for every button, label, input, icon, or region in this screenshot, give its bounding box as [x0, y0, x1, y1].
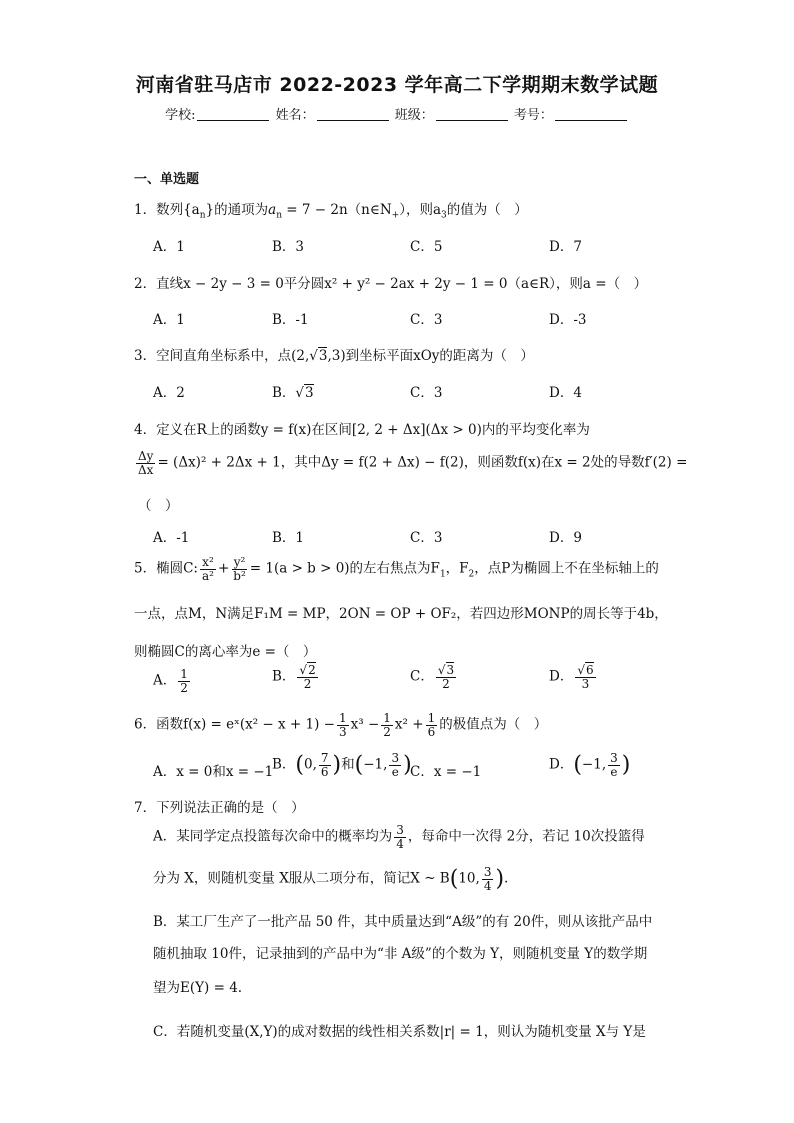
question-5-option-c: C． $\frac{√3}{2}$ — [410, 663, 455, 691]
question-5-stem-line3: 则椭圆C的离心率为e =（ ） — [134, 644, 317, 660]
question-4-stem-line2: $\frac{\Delta y}{\Delta x}$ = (Δx)² + 2Δx + 1，其中Δy = f(2 + Δx) − f(2)，则函数f(x)在x = 2处的导数f′(2) = — [138, 449, 688, 477]
section-title: 一、单选题 — [134, 172, 200, 187]
question-7-option-c-line1: C．若随机变量(X,Y)的成对数据的线性相关系数|r| = 1，则认为随机变量 X与 Y是 — [153, 1024, 646, 1040]
student-info-line — [0, 104, 794, 123]
question-4-stem-line3: （ ） — [138, 498, 179, 514]
question-6-option-d: D．(−1, $\frac{3}{e}$ ) — [549, 751, 631, 779]
question-5-option-b: B． $\frac{√2}{2}$ — [272, 663, 316, 691]
school-label: 学校: — [165, 108, 196, 123]
question-6-stem: 6．函数f(x) = eˣ(x² − x + 1) − $\frac{1}{3}$ x³ − $\frac{1}{2}$ x² + $\frac{1}{6}$ 的极值点为（ ） — [134, 711, 548, 739]
question-3-option-d: D．4 — [549, 385, 582, 401]
question-1-option-c: C．5 — [410, 239, 443, 255]
question-4-stem-line1: 4．定义在R上的函数y = f(x)在区间[2, 2 + Δx](Δx > 0)内的平均变化率为 — [134, 422, 590, 438]
question-5-stem-line1: 5．椭圆C: $\frac{\text{x²}}{\text{a²}}$ + $\frac{\text{y²}}{\text{b²}}$ = 1(a > b > 0)的左右焦点为$F_1$，$F_2$，点P为椭圆上不在坐标轴上的 — [134, 555, 659, 583]
name-blank — [317, 107, 389, 121]
question-6-option-c: C．x = −1 — [410, 764, 482, 780]
question-3-option-c: C．3 — [410, 385, 443, 401]
question-7-option-a-line2: 分为 X，则随机变量 X服从二项分布，简记X ~ B(10, $\frac{3}{4}$ ). — [153, 865, 509, 893]
question-7-option-a-line1: A．某同学定点投篮每次命中的概率均为 $\frac{3}{4}$ ，每命中一次得 2分，若记 10次投篮得 — [153, 823, 645, 851]
name-label: 姓名： — [275, 108, 315, 123]
question-1-option-d: D．7 — [549, 239, 582, 255]
question-2-option-c: C．3 — [410, 312, 443, 328]
question-4-option-c: C．3 — [410, 530, 443, 546]
question-6-option-a: A．x = 0和x = −1 — [153, 764, 274, 780]
question-7-option-b-line1: B．某工厂生产了一批产品 50 件，其中质量达到“A级”的有 20件，则从该批产品中 — [153, 914, 653, 930]
question-7-option-b-line3: 望为E(Y) = 4. — [153, 980, 243, 996]
question-4-option-b: B．1 — [272, 530, 305, 546]
page-title: 河南省驻马店市 2022-2023 学年高二下学期期末数学试题 — [135, 74, 659, 96]
class-blank — [436, 107, 508, 121]
question-7-option-b-line2: 随机抽取 10件，记录抽到的产品中为“非 A级”的个数为 Y，则随机变量 Y的数学期 — [153, 946, 648, 962]
question-5-option-d: D． $\frac{√6}{3}$ — [549, 663, 594, 691]
question-2-option-b: B．-1 — [272, 312, 309, 328]
question-5-option-a: A． $\frac{1}{2}$ — [153, 667, 188, 695]
question-3-stem: 3．空间直角坐标系中，点(2,√3,3)到坐标平面xOy的距离为（ ） — [134, 348, 534, 364]
question-1-stem: 1．数列$\{a_n\}$的通项为$a_n = 7$ − $2n(n\in N_+)$，则$a_3$的值为（ ） — [134, 202, 528, 221]
question-1-option-a: A．1 — [153, 239, 185, 255]
question-2-stem: 2．直线x − 2y − 3 = 0平分圆x² + y² − 2ax + 2y − 1 = 0（a∈R），则a =（ ） — [134, 276, 648, 292]
number-label: 考号： — [513, 108, 553, 123]
class-label: 班级： — [394, 108, 434, 123]
question-3-option-b: B．√3 — [272, 385, 314, 401]
question-2-option-d: D．-3 — [549, 312, 587, 328]
question-4-option-a: A．-1 — [153, 530, 190, 546]
question-4-option-d: D．9 — [549, 530, 582, 546]
number-blank — [555, 107, 627, 121]
school-blank — [197, 107, 269, 121]
question-3-option-a: A．2 — [153, 385, 185, 401]
question-2-option-a: A．1 — [153, 312, 185, 328]
question-7-stem: 7．下列说法正确的是（ ） — [134, 800, 305, 816]
question-6-option-b: B．(0, $\frac{7}{6}$ )和(−1, $\frac{3}{e}$ ) — [272, 751, 412, 779]
question-1-option-b: B．3 — [272, 239, 305, 255]
question-5-stem-line2: 一点，点M，N满足F₁M = MP，2ON = OP + OF₂，若四边形MONP的周长等于4b， — [134, 606, 668, 622]
